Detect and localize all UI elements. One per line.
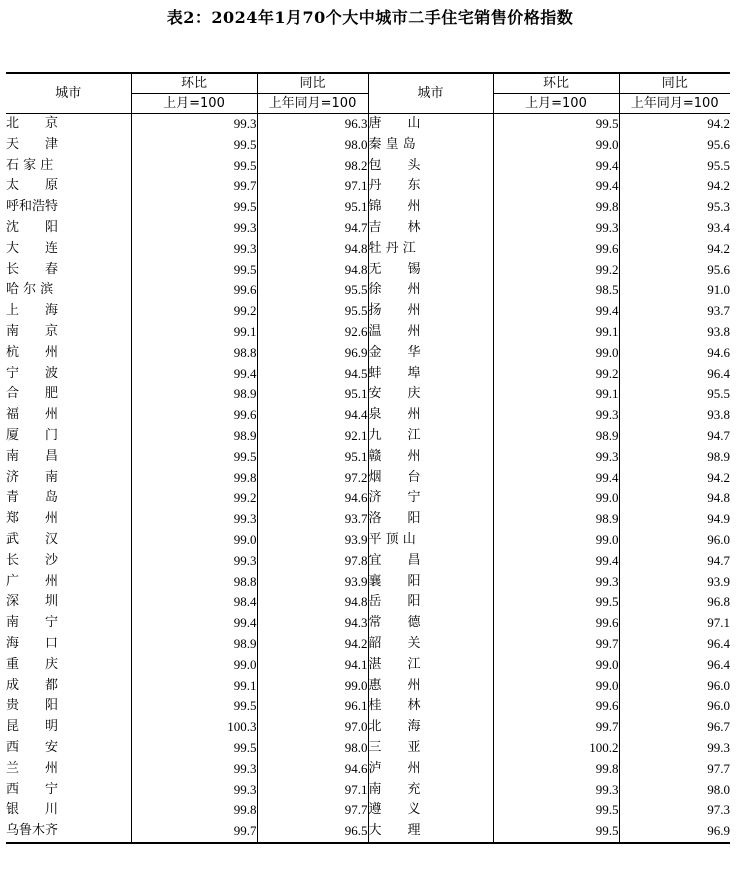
yoy-index-cell: 98.0 bbox=[619, 780, 730, 801]
table-row bbox=[6, 509, 730, 530]
yoy-index-cell: 92.6 bbox=[257, 322, 368, 343]
city-name-cell: 呼和浩特 bbox=[6, 199, 59, 215]
city-name-cell: 锦 州 bbox=[368, 197, 493, 218]
table-row bbox=[6, 384, 730, 405]
table-row bbox=[6, 800, 730, 821]
table-row bbox=[6, 426, 730, 447]
mom-index-cell: 98.9 bbox=[131, 634, 257, 655]
table-row bbox=[6, 738, 730, 759]
city-name-cell: 洛 阳 bbox=[368, 509, 493, 530]
header-city-right: 城市 bbox=[368, 73, 493, 114]
yoy-index-cell: 94.6 bbox=[257, 759, 368, 780]
yoy-index-cell: 96.5 bbox=[257, 821, 368, 843]
mom-index-cell: 99.1 bbox=[131, 676, 257, 697]
city-name-cell: 北 海 bbox=[368, 717, 493, 738]
mom-index-cell: 99.8 bbox=[493, 759, 619, 780]
city-name-cell: 大 理 bbox=[368, 821, 493, 843]
yoy-index-cell: 93.7 bbox=[257, 509, 368, 530]
city-name-cell: 南 宁 bbox=[6, 615, 59, 631]
table-row bbox=[6, 176, 730, 197]
table-row bbox=[6, 260, 730, 281]
yoy-index-cell: 98.0 bbox=[257, 135, 368, 156]
header-yoy-base-left: 上年同月=100 bbox=[257, 94, 368, 114]
mom-index-cell: 99.4 bbox=[493, 176, 619, 197]
mom-index-cell: 99.4 bbox=[493, 551, 619, 572]
yoy-index-cell: 95.5 bbox=[619, 156, 730, 177]
mom-index-cell: 99.4 bbox=[131, 364, 257, 385]
mom-index-cell: 99.3 bbox=[493, 218, 619, 239]
city-name-cell: 郑 州 bbox=[6, 511, 59, 527]
yoy-index-cell: 94.6 bbox=[257, 488, 368, 509]
table-row bbox=[6, 301, 730, 322]
table-row bbox=[6, 613, 730, 634]
mom-index-cell: 99.1 bbox=[131, 322, 257, 343]
yoy-index-cell: 94.2 bbox=[619, 114, 730, 135]
yoy-index-cell: 95.5 bbox=[257, 301, 368, 322]
table-row bbox=[6, 530, 730, 551]
city-name-cell: 太 原 bbox=[6, 178, 59, 194]
city-name-cell: 金 华 bbox=[368, 343, 493, 364]
city-name-cell: 长 春 bbox=[6, 261, 59, 277]
city-name-cell: 福 州 bbox=[6, 407, 59, 423]
yoy-index-cell: 93.8 bbox=[619, 405, 730, 426]
yoy-index-cell: 94.8 bbox=[257, 239, 368, 260]
mom-index-cell: 100.2 bbox=[493, 738, 619, 759]
city-name-cell: 兰 州 bbox=[6, 760, 59, 776]
city-name-cell: 九 江 bbox=[368, 426, 493, 447]
yoy-index-cell: 95.5 bbox=[619, 384, 730, 405]
mom-index-cell: 99.2 bbox=[131, 488, 257, 509]
yoy-index-cell: 94.8 bbox=[257, 260, 368, 281]
mom-index-cell: 99.8 bbox=[131, 800, 257, 821]
table-row bbox=[6, 343, 730, 364]
mom-index-cell: 99.6 bbox=[131, 280, 257, 301]
yoy-index-cell: 97.1 bbox=[257, 780, 368, 801]
mom-index-cell: 98.9 bbox=[131, 426, 257, 447]
yoy-index-cell: 96.9 bbox=[619, 821, 730, 843]
mom-index-cell: 99.3 bbox=[131, 218, 257, 239]
mom-index-cell: 99.3 bbox=[131, 759, 257, 780]
yoy-index-cell: 96.7 bbox=[619, 717, 730, 738]
header-yoy-right: 同比 bbox=[619, 73, 730, 94]
city-name-cell: 北 京 bbox=[6, 116, 59, 131]
mom-index-cell: 98.4 bbox=[131, 592, 257, 613]
mom-index-cell: 99.6 bbox=[493, 613, 619, 634]
yoy-index-cell: 94.7 bbox=[257, 218, 368, 239]
city-name-cell: 安 庆 bbox=[368, 384, 493, 405]
yoy-index-cell: 98.9 bbox=[619, 447, 730, 468]
city-name-cell: 牡 丹 江 bbox=[368, 239, 493, 260]
yoy-index-cell: 96.4 bbox=[619, 634, 730, 655]
city-name-cell: 厦 门 bbox=[6, 427, 59, 443]
yoy-index-cell: 96.0 bbox=[619, 676, 730, 697]
city-name-cell: 丹 东 bbox=[368, 176, 493, 197]
city-name-cell: 重 庆 bbox=[6, 656, 59, 672]
city-name-cell: 合 肥 bbox=[6, 386, 59, 402]
yoy-index-cell: 99.0 bbox=[257, 676, 368, 697]
table-row bbox=[6, 780, 730, 801]
city-name-cell: 惠 州 bbox=[368, 676, 493, 697]
yoy-index-cell: 94.5 bbox=[257, 364, 368, 385]
city-name-cell: 深 圳 bbox=[6, 594, 59, 610]
mom-index-cell: 99.4 bbox=[493, 468, 619, 489]
city-name-cell: 遵 义 bbox=[368, 800, 493, 821]
city-name-cell: 西 安 bbox=[6, 739, 59, 755]
mom-index-cell: 99.5 bbox=[131, 135, 257, 156]
mom-index-cell: 99.5 bbox=[493, 821, 619, 843]
mom-index-cell: 99.5 bbox=[131, 447, 257, 468]
header-mom-base-left: 上月=100 bbox=[131, 94, 257, 114]
city-name-cell: 武 汉 bbox=[6, 531, 59, 547]
city-name-cell: 蚌 埠 bbox=[368, 364, 493, 385]
table-row bbox=[6, 676, 730, 697]
city-name-cell: 泸 州 bbox=[368, 759, 493, 780]
city-name-cell: 宁 波 bbox=[6, 365, 59, 381]
city-name-cell: 秦 皇 岛 bbox=[368, 135, 493, 156]
mom-index-cell: 99.7 bbox=[493, 717, 619, 738]
mom-index-cell: 99.6 bbox=[493, 239, 619, 260]
table-row bbox=[6, 488, 730, 509]
city-name-cell: 长 沙 bbox=[6, 552, 59, 568]
city-name-cell: 无 锡 bbox=[368, 260, 493, 281]
yoy-index-cell: 99.3 bbox=[619, 738, 730, 759]
city-name-cell: 青 岛 bbox=[6, 490, 59, 506]
yoy-index-cell: 96.0 bbox=[619, 530, 730, 551]
city-name-cell: 沈 阳 bbox=[6, 219, 59, 235]
mom-index-cell: 99.2 bbox=[131, 301, 257, 322]
city-name-cell: 温 州 bbox=[368, 322, 493, 343]
city-name-cell: 贵 阳 bbox=[6, 698, 59, 714]
mom-index-cell: 99.4 bbox=[493, 156, 619, 177]
city-name-cell: 天 津 bbox=[6, 136, 59, 152]
table-row bbox=[6, 322, 730, 343]
mom-index-cell: 99.5 bbox=[493, 114, 619, 135]
table-body bbox=[6, 114, 730, 843]
city-name-cell: 西 宁 bbox=[6, 781, 59, 797]
mom-index-cell: 99.1 bbox=[493, 384, 619, 405]
city-name-cell: 襄 阳 bbox=[368, 572, 493, 593]
mom-index-cell: 99.0 bbox=[493, 655, 619, 676]
yoy-index-cell: 95.3 bbox=[619, 197, 730, 218]
yoy-index-cell: 97.3 bbox=[619, 800, 730, 821]
mom-index-cell: 99.5 bbox=[493, 592, 619, 613]
mom-index-cell: 99.3 bbox=[493, 780, 619, 801]
mom-index-cell: 99.0 bbox=[493, 676, 619, 697]
yoy-index-cell: 94.6 bbox=[619, 343, 730, 364]
city-name-cell: 徐 州 bbox=[368, 280, 493, 301]
mom-index-cell: 98.8 bbox=[131, 343, 257, 364]
mom-index-cell: 100.3 bbox=[131, 717, 257, 738]
mom-index-cell: 99.2 bbox=[493, 364, 619, 385]
yoy-index-cell: 93.7 bbox=[619, 301, 730, 322]
header-city-left: 城市 bbox=[6, 73, 131, 114]
price-index-table bbox=[6, 72, 730, 844]
mom-index-cell: 99.0 bbox=[131, 530, 257, 551]
mom-index-cell: 98.9 bbox=[493, 426, 619, 447]
yoy-index-cell: 97.0 bbox=[257, 717, 368, 738]
mom-index-cell: 98.8 bbox=[131, 572, 257, 593]
mom-index-cell: 99.0 bbox=[493, 135, 619, 156]
city-name-cell: 韶 关 bbox=[368, 634, 493, 655]
city-name-cell: 常 德 bbox=[368, 613, 493, 634]
page-title: 表2：2024年1月70个大中城市二手住宅销售价格指数 bbox=[166, 8, 574, 27]
yoy-index-cell: 96.9 bbox=[257, 343, 368, 364]
city-name-cell: 赣 州 bbox=[368, 447, 493, 468]
table-row bbox=[6, 135, 730, 156]
yoy-index-cell: 97.8 bbox=[257, 551, 368, 572]
mom-index-cell: 99.3 bbox=[493, 405, 619, 426]
yoy-index-cell: 98.0 bbox=[257, 738, 368, 759]
table-row bbox=[6, 447, 730, 468]
mom-index-cell: 99.1 bbox=[493, 322, 619, 343]
yoy-index-cell: 95.5 bbox=[257, 280, 368, 301]
city-name-cell: 哈 尔 滨 bbox=[6, 282, 54, 298]
yoy-index-cell: 97.2 bbox=[257, 468, 368, 489]
mom-index-cell: 98.9 bbox=[493, 509, 619, 530]
city-name-cell: 成 都 bbox=[6, 677, 59, 693]
yoy-index-cell: 96.4 bbox=[619, 655, 730, 676]
city-name-cell: 湛 江 bbox=[368, 655, 493, 676]
yoy-index-cell: 94.9 bbox=[619, 509, 730, 530]
mom-index-cell: 99.0 bbox=[493, 530, 619, 551]
city-name-cell: 广 州 bbox=[6, 573, 59, 589]
city-name-cell: 吉 林 bbox=[368, 218, 493, 239]
mom-index-cell: 99.2 bbox=[493, 260, 619, 281]
yoy-index-cell: 94.2 bbox=[257, 634, 368, 655]
yoy-index-cell: 96.4 bbox=[619, 364, 730, 385]
yoy-index-cell: 95.6 bbox=[619, 135, 730, 156]
yoy-index-cell: 94.3 bbox=[257, 613, 368, 634]
mom-index-cell: 99.0 bbox=[131, 655, 257, 676]
table-row bbox=[6, 114, 730, 135]
yoy-index-cell: 96.0 bbox=[619, 696, 730, 717]
table-row bbox=[6, 572, 730, 593]
yoy-index-cell: 96.1 bbox=[257, 696, 368, 717]
mom-index-cell: 99.8 bbox=[131, 468, 257, 489]
city-name-cell: 济 南 bbox=[6, 469, 59, 485]
city-name-cell: 泉 州 bbox=[368, 405, 493, 426]
city-name-cell: 岳 阳 bbox=[368, 592, 493, 613]
mom-index-cell: 99.5 bbox=[131, 156, 257, 177]
yoy-index-cell: 97.1 bbox=[619, 613, 730, 634]
city-name-cell: 烟 台 bbox=[368, 468, 493, 489]
table-row bbox=[6, 156, 730, 177]
yoy-index-cell: 94.7 bbox=[619, 551, 730, 572]
yoy-index-cell: 93.8 bbox=[619, 322, 730, 343]
table-row bbox=[6, 551, 730, 572]
mom-index-cell: 99.5 bbox=[131, 260, 257, 281]
mom-index-cell: 99.3 bbox=[131, 114, 257, 135]
city-name-cell: 杭 州 bbox=[6, 344, 59, 360]
mom-index-cell: 99.3 bbox=[131, 780, 257, 801]
yoy-index-cell: 93.4 bbox=[619, 218, 730, 239]
city-name-cell: 银 川 bbox=[6, 802, 59, 818]
yoy-index-cell: 91.0 bbox=[619, 280, 730, 301]
mom-index-cell: 99.5 bbox=[493, 800, 619, 821]
mom-index-cell: 99.0 bbox=[493, 488, 619, 509]
city-name-cell: 大 连 bbox=[6, 240, 59, 256]
city-name-cell: 海 口 bbox=[6, 635, 59, 651]
city-name-cell: 乌鲁木齐 bbox=[6, 821, 131, 843]
table-row bbox=[6, 405, 730, 426]
table-row bbox=[6, 759, 730, 780]
mom-index-cell: 99.3 bbox=[131, 239, 257, 260]
yoy-index-cell: 94.4 bbox=[257, 405, 368, 426]
yoy-index-cell: 94.2 bbox=[619, 468, 730, 489]
header-yoy-base-right: 上年同月=100 bbox=[619, 94, 730, 114]
city-name-cell: 南 充 bbox=[368, 780, 493, 801]
yoy-index-cell: 96.3 bbox=[257, 114, 368, 135]
city-name-cell: 桂 林 bbox=[368, 696, 493, 717]
yoy-index-cell: 92.1 bbox=[257, 426, 368, 447]
city-name-cell: 宜 昌 bbox=[368, 551, 493, 572]
city-name-cell: 南 京 bbox=[6, 323, 59, 339]
mom-index-cell: 99.5 bbox=[131, 738, 257, 759]
mom-index-cell: 99.4 bbox=[493, 301, 619, 322]
yoy-index-cell: 97.7 bbox=[257, 800, 368, 821]
mom-index-cell: 99.3 bbox=[131, 509, 257, 530]
table-row bbox=[6, 717, 730, 738]
yoy-index-cell: 95.1 bbox=[257, 447, 368, 468]
header-mom-base-right: 上月=100 bbox=[493, 94, 619, 114]
mom-index-cell: 99.3 bbox=[131, 551, 257, 572]
mom-index-cell: 99.7 bbox=[493, 634, 619, 655]
table-row bbox=[6, 821, 730, 843]
mom-index-cell: 99.5 bbox=[131, 197, 257, 218]
city-name-cell: 包 头 bbox=[368, 156, 493, 177]
city-name-cell: 济 宁 bbox=[368, 488, 493, 509]
yoy-index-cell: 97.1 bbox=[257, 176, 368, 197]
mom-index-cell: 99.7 bbox=[131, 821, 257, 843]
city-name-cell: 南 昌 bbox=[6, 448, 59, 464]
yoy-index-cell: 93.9 bbox=[257, 572, 368, 593]
mom-index-cell: 99.8 bbox=[493, 197, 619, 218]
yoy-index-cell: 96.8 bbox=[619, 592, 730, 613]
yoy-index-cell: 95.1 bbox=[257, 384, 368, 405]
city-name-cell: 唐 山 bbox=[368, 114, 493, 135]
table-row bbox=[6, 655, 730, 676]
table-row bbox=[6, 197, 730, 218]
table-row bbox=[6, 364, 730, 385]
yoy-index-cell: 94.7 bbox=[619, 426, 730, 447]
mom-index-cell: 99.3 bbox=[493, 572, 619, 593]
mom-index-cell: 99.7 bbox=[131, 176, 257, 197]
header-mom-left: 环比 bbox=[131, 73, 257, 94]
city-name-cell: 平 顶 山 bbox=[368, 530, 493, 551]
city-name-cell: 昆 明 bbox=[6, 719, 59, 735]
table-row bbox=[6, 634, 730, 655]
yoy-index-cell: 95.6 bbox=[619, 260, 730, 281]
yoy-index-cell: 94.1 bbox=[257, 655, 368, 676]
header-yoy-left: 同比 bbox=[257, 73, 368, 94]
table-row bbox=[6, 239, 730, 260]
yoy-index-cell: 94.8 bbox=[619, 488, 730, 509]
mom-index-cell: 99.6 bbox=[493, 696, 619, 717]
mom-index-cell: 99.6 bbox=[131, 405, 257, 426]
yoy-index-cell: 97.7 bbox=[619, 759, 730, 780]
mom-index-cell: 99.4 bbox=[131, 613, 257, 634]
yoy-index-cell: 93.9 bbox=[619, 572, 730, 593]
table-row bbox=[6, 696, 730, 717]
table-row bbox=[6, 468, 730, 489]
yoy-index-cell: 94.2 bbox=[619, 239, 730, 260]
yoy-index-cell: 93.9 bbox=[257, 530, 368, 551]
yoy-index-cell: 94.2 bbox=[619, 176, 730, 197]
city-name-cell: 石 家 庄 bbox=[6, 157, 54, 173]
mom-index-cell: 99.5 bbox=[131, 696, 257, 717]
header-mom-right: 环比 bbox=[493, 73, 619, 94]
city-name-cell: 三 亚 bbox=[368, 738, 493, 759]
mom-index-cell: 98.5 bbox=[493, 280, 619, 301]
mom-index-cell: 98.9 bbox=[131, 384, 257, 405]
table-row bbox=[6, 218, 730, 239]
yoy-index-cell: 98.2 bbox=[257, 156, 368, 177]
city-name-cell: 上 海 bbox=[6, 303, 59, 319]
table-row bbox=[6, 592, 730, 613]
city-name-cell: 扬 州 bbox=[368, 301, 493, 322]
yoy-index-cell: 94.8 bbox=[257, 592, 368, 613]
table-row bbox=[6, 280, 730, 301]
yoy-index-cell: 95.1 bbox=[257, 197, 368, 218]
mom-index-cell: 99.0 bbox=[493, 343, 619, 364]
mom-index-cell: 99.3 bbox=[493, 447, 619, 468]
